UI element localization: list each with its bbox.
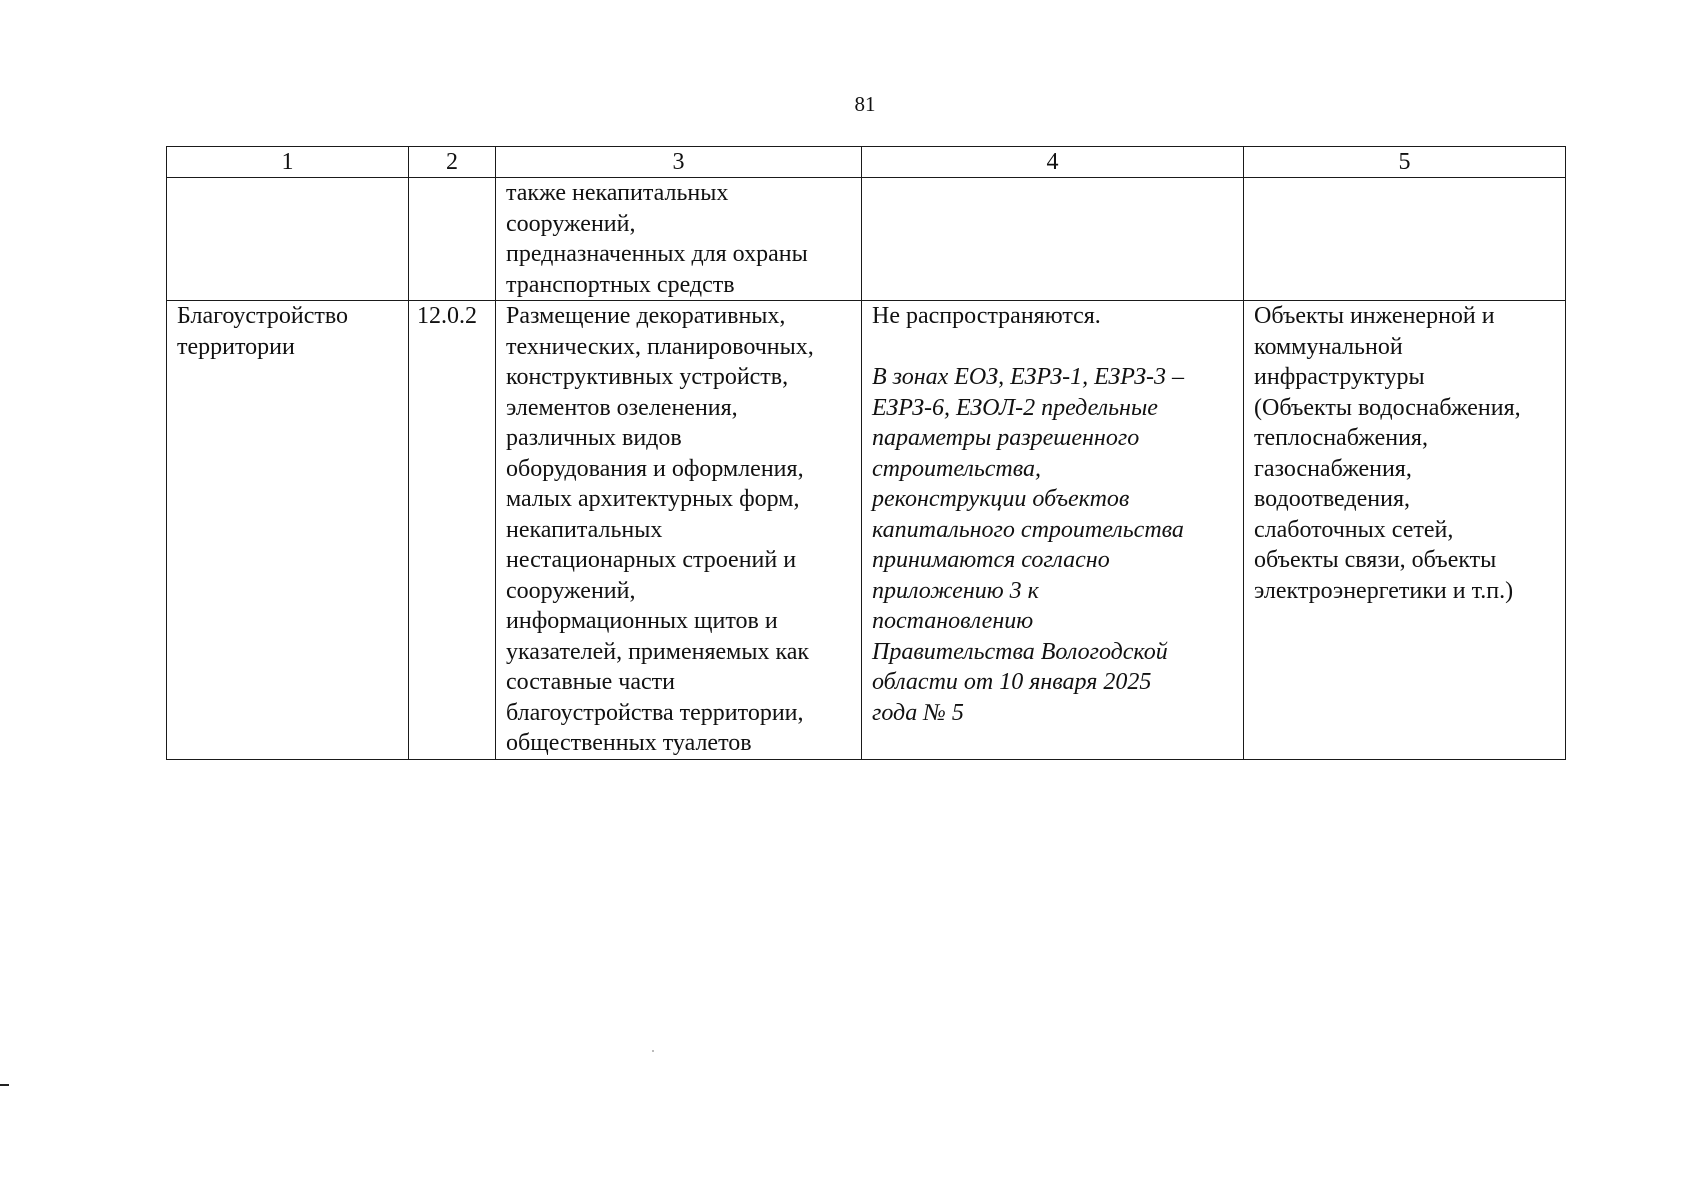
text-line: указателей, применяемых как: [506, 638, 810, 665]
italic-text-line: ЕЗРЗ-6, ЕЗОЛ-2 предельные: [872, 394, 1158, 421]
table-header-row: [167, 147, 1566, 178]
italic-text-line: параметры разрешенного: [872, 425, 1140, 451]
scan-edge-mark: [0, 1084, 9, 1086]
header-col-5: 5: [1244, 147, 1566, 178]
italic-text-line: Правительства Вологодской: [872, 638, 1168, 665]
text-line: электроэнергетики и т.п.): [1254, 577, 1514, 604]
text-line: составные части: [506, 669, 675, 695]
italic-text-line: капитального строительства: [872, 516, 1184, 543]
cell-name: [167, 178, 409, 301]
document-table: [166, 146, 1566, 760]
text-line: предназначенных для охраны: [506, 241, 808, 267]
text-line: объекты связи, объекты: [1254, 547, 1497, 573]
cell-parameters: [862, 178, 1244, 301]
cell-code: 12.0.2: [409, 301, 496, 760]
paragraph-gap: [872, 332, 1235, 363]
text-line: Объекты инженерной и: [1254, 303, 1495, 329]
text-line: водоотведения,: [1254, 486, 1410, 512]
text-line: Размещение декоративных,: [506, 303, 786, 329]
text-line: информационных щитов и: [506, 608, 778, 634]
header-col-1: 1: [167, 147, 409, 178]
text-line: сооружений,: [506, 210, 636, 237]
italic-text-line: В зонах ЕОЗ, ЕЗРЗ-1, ЕЗРЗ-3 –: [872, 364, 1185, 390]
cell-code: [409, 178, 496, 301]
text-line: сооружений,: [506, 577, 636, 604]
header-col-2: 2: [409, 147, 496, 178]
text-line: транспортных средств: [506, 271, 735, 298]
text-line: оборудования и оформления,: [506, 455, 804, 482]
table-row: [167, 178, 1566, 301]
text-line: слаботочных сетей,: [1254, 516, 1454, 543]
page-number: 81: [854, 92, 876, 116]
plain-text: Не распространяются.: [872, 303, 1101, 329]
text-line: нестационарных строений и: [506, 547, 797, 573]
cell-description: [496, 301, 862, 760]
header-col-3: 3: [496, 147, 862, 178]
italic-text-line: принимаются согласно: [872, 547, 1110, 573]
italic-text-line: постановлению: [872, 608, 1034, 634]
cell-objects: [1244, 178, 1566, 301]
text-line: малых архитектурных форм,: [506, 486, 800, 512]
text-line: общественных туалетов: [506, 730, 752, 756]
text-line: территории: [177, 333, 295, 360]
italic-text-line: области от 10 января 2025: [872, 669, 1152, 695]
text-line: теплоснабжения,: [1254, 425, 1428, 451]
text-line: газоснабжения,: [1254, 455, 1412, 482]
italic-text-line: года № 5: [872, 699, 964, 726]
header-col-4: 4: [862, 147, 1244, 178]
cell-name: [167, 301, 409, 760]
cell-parameters: [862, 301, 1244, 760]
text-line: некапитальных: [506, 516, 663, 543]
text-line: также некапитальных: [506, 180, 729, 206]
cell-objects: [1244, 301, 1566, 760]
table-row: [167, 301, 1566, 760]
text-line: благоустройства территории,: [506, 699, 804, 726]
text-line: различных видов: [506, 425, 682, 451]
text-line: коммунальной: [1254, 333, 1403, 360]
text-line: Благоустройство: [177, 303, 349, 329]
text-line: элементов озеленения,: [506, 394, 738, 421]
italic-text-line: реконструкции объектов: [872, 486, 1130, 512]
text-line: технических, планировочных,: [506, 333, 814, 360]
scan-speck: [652, 1050, 654, 1052]
text-line: (Объекты водоснабжения,: [1254, 394, 1521, 421]
cell-description: [496, 178, 862, 301]
italic-text-line: строительства,: [872, 455, 1041, 482]
text-line: конструктивных устройств,: [506, 364, 789, 390]
italic-text-line: приложению 3 к: [872, 577, 1039, 604]
text-line: инфраструктуры: [1254, 364, 1425, 390]
